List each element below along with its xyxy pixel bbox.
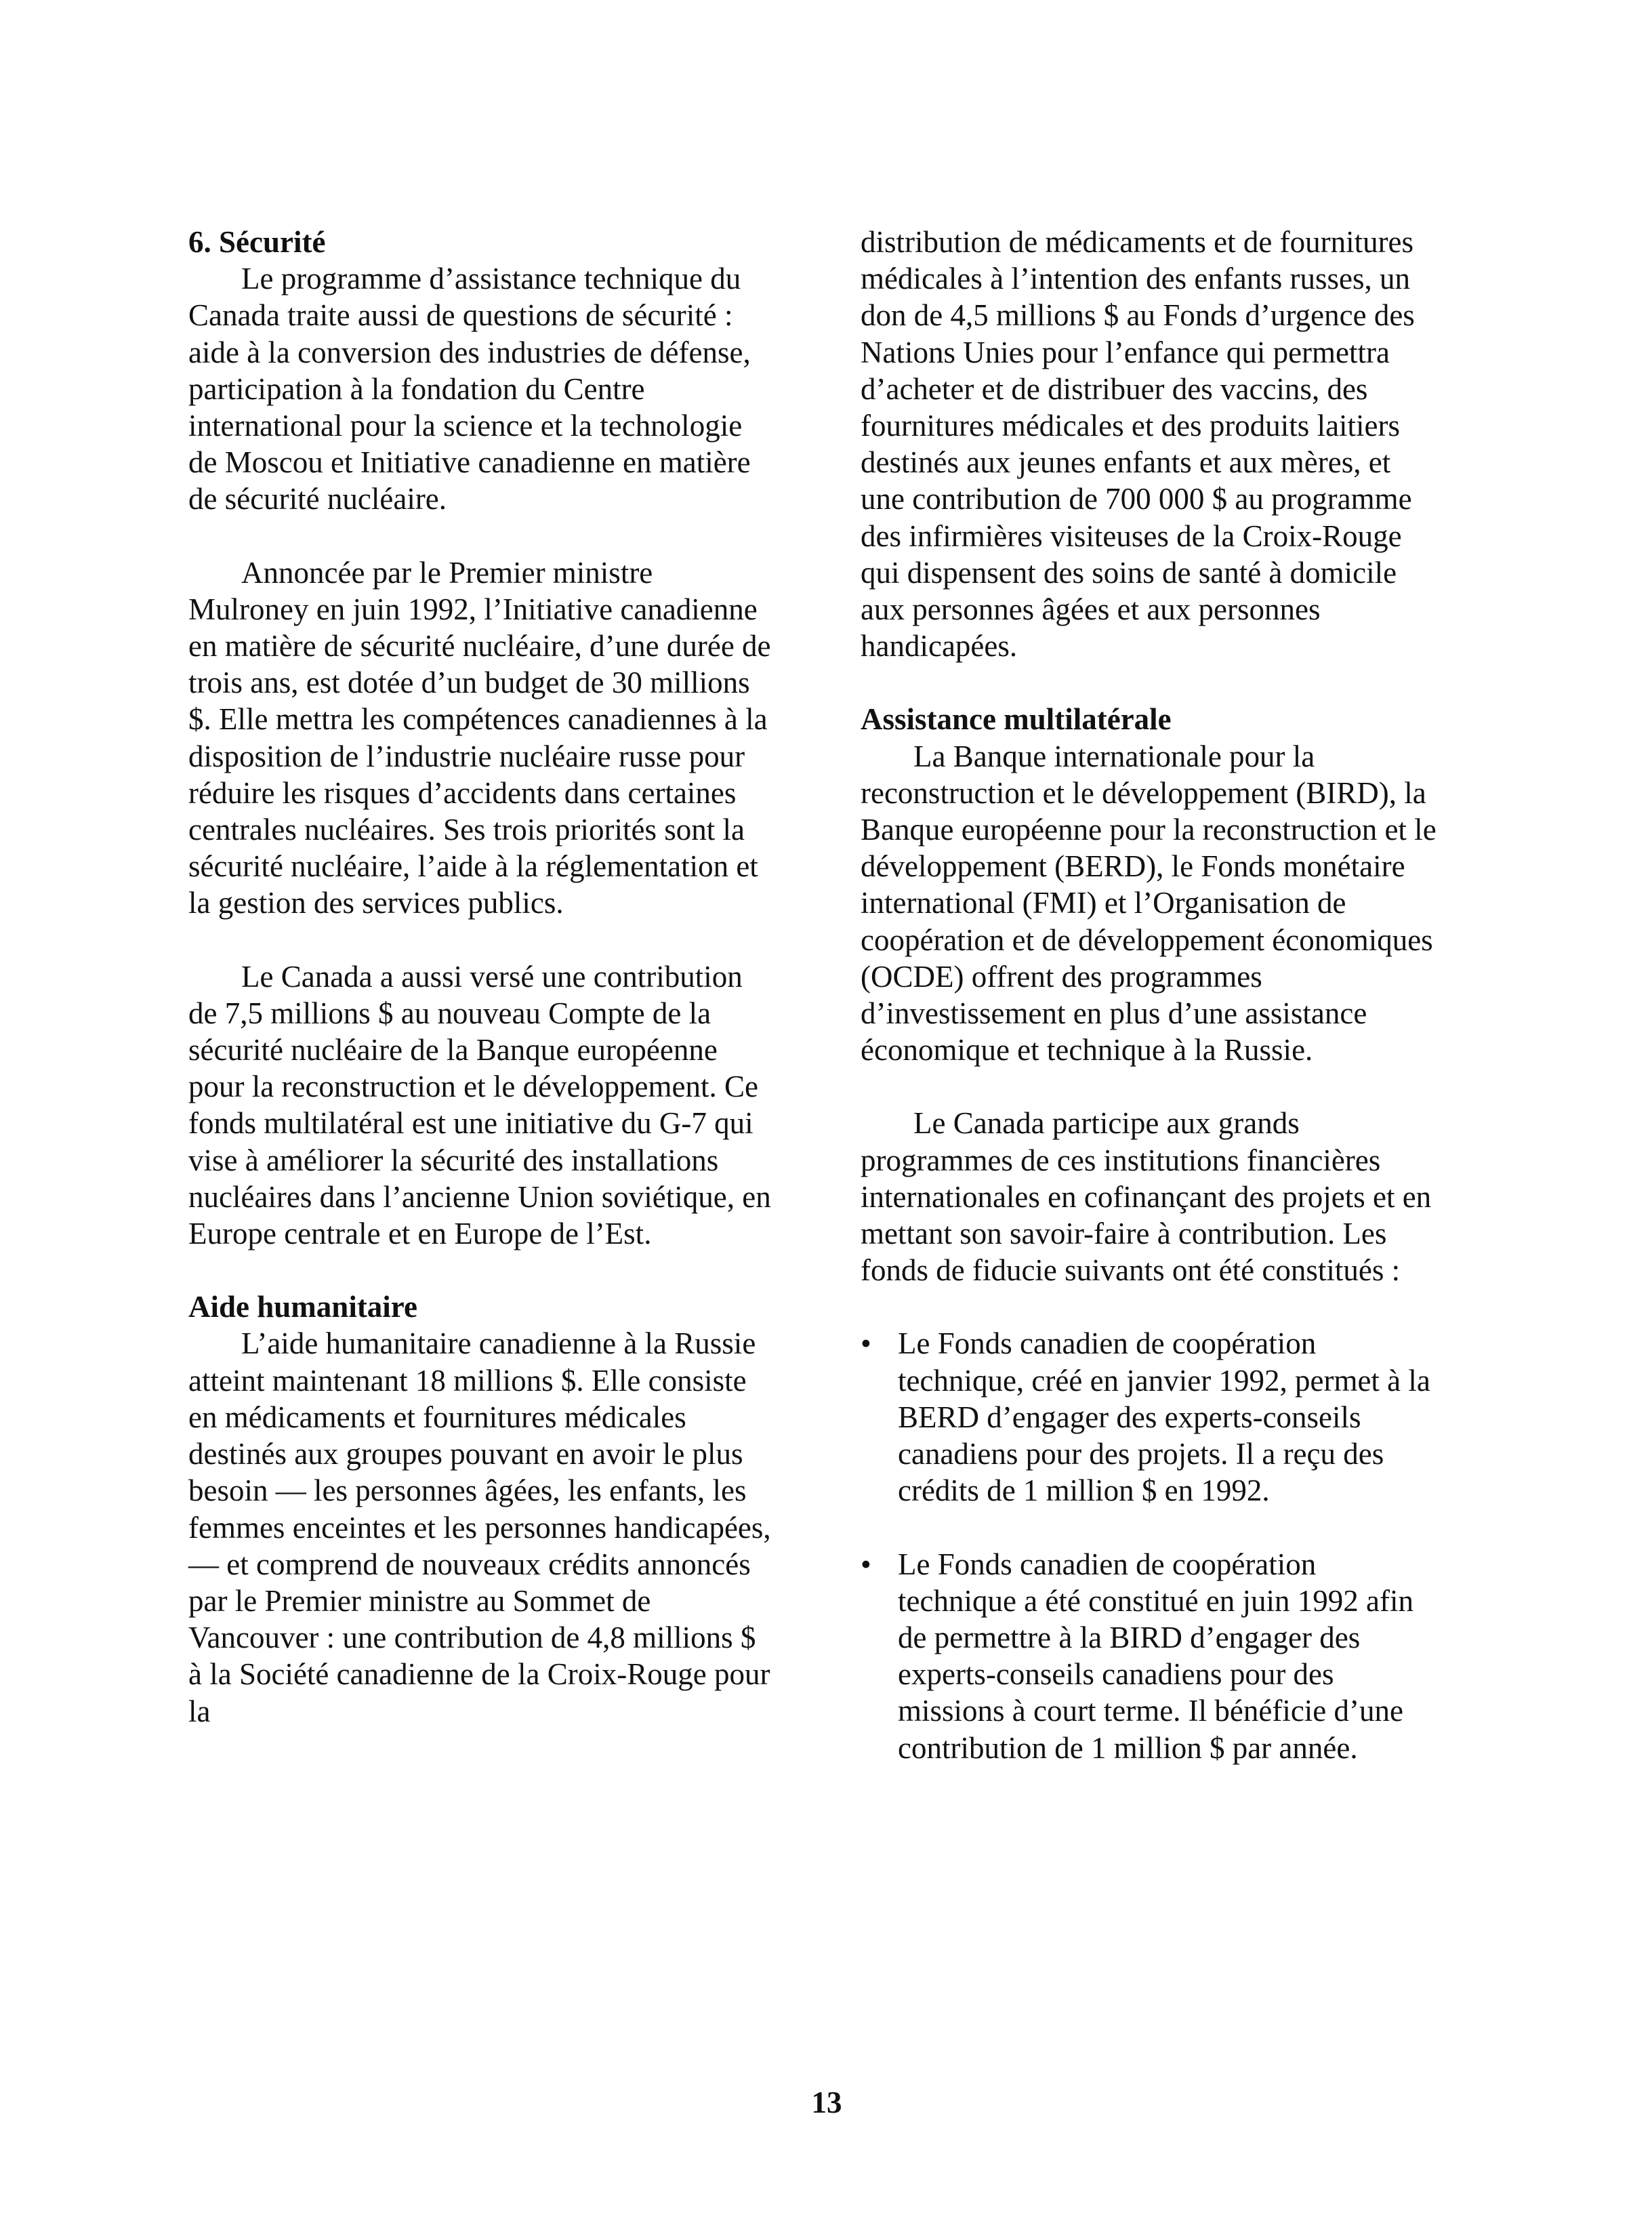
paragraph-spacer <box>861 664 1437 701</box>
paragraph-technical-assistance: Le programme d’assistance technique du Canada traite aussi de questions de sécurité : aide à la conversion des industries de défense, participation à la fondation du Centre international pour la science et la technologie de Moscou et Initiative canadienne en matière de sécurité nucléaire. <box>188 262 751 516</box>
paragraph-nuclear-initiative: Annoncée par le Premier ministre Mulroney en juin 1992, l’Initiative canadienne en matière de sécurité nucléaire, d’une durée de trois ans, est dotée d’un budget de 30 millions $. Elle mettra les compétences canadiennes à la disposition de l’industrie nucléaire russe pour réduire les risques d’accidents dans certaines centrales nucléaires. Ses trois priorités sont la sécurité nucléaire, l’aide à la réglementation et la gestion des services publics. <box>188 555 771 920</box>
paragraph-canada-participation: Le Canada participe aux grands programmes de ces institutions financières internationales en cofinançant des projets et en mettant son savoir-faire à contribution. Les fonds de fiducie suivants ont été constitués : <box>861 1106 1432 1288</box>
paragraph-nuclear-safety-account: Le Canada a aussi versé une contribution de 7,5 millions $ au nouveau Compte de la sécurité nucléaire de la Banque européenne pour la reconstruction et le développement. Ce fonds multilatéral est une initiative du G-7 qui vise à améliorer la sécurité des installations nucléaires dans l’ancienne Union soviétique, en Europe centrale et en Europe de l’Est. <box>188 959 771 1251</box>
paragraph-spacer <box>188 1252 771 1288</box>
paragraph-humanitarian-continued: distribution de médicaments et de fournitures médicales à l’intention des enfants russes, un don de 4,5 millions $ au Fonds d’urgence des Nations Unies pour l’enfance qui permettra d’acheter et de distribuer des vaccins, des fournitures médicales et des produits laitiers destinés aux jeunes enfants et aux mères, et une contribution de 700 000 $ au programme des infirmières visiteuses de la Croix-Rouge qui dispensent des soins de santé à domicile aux personnes âgées et aux personnes handicapées. <box>861 225 1415 664</box>
list-item <box>861 1325 1437 1509</box>
bullet-icon: • <box>861 1326 871 1361</box>
list-item-text: Le Fonds canadien de coopération technique a été constitué en juin 1992 afin de permettre à la BIRD d’engager des experts-conseils canadiens pour des missions à court terme. Il bénéficie d’une contribution de 1 million $ par année. <box>898 1547 1414 1765</box>
section-heading-multilateral: Assistance multilatérale <box>861 702 1172 737</box>
left-column <box>188 224 771 1730</box>
section-heading-humanitarian: Aide humanitaire <box>188 1290 417 1324</box>
list-item-text: Le Fonds canadien de coopération technique, créé en janvier 1992, permet à la BERD d’engager des experts-conseils canadiens pour des projets. Il a reçu des crédits de 1 million $ en 1992. <box>898 1326 1430 1508</box>
paragraph-spacer <box>861 1509 1437 1546</box>
list-item <box>861 1546 1437 1766</box>
paragraph-multilateral-banks: La Banque internationale pour la reconstruction et le développement (BIRD), la Banque européenne pour la reconstruction et le développement (BERD), le Fonds monétaire international (FMI) et l’Organisation de coopération et de développement économiques (OCDE) offrent des programmes d’investissement en plus d’une assistance économique et technique à la Russie. <box>861 739 1437 1067</box>
paragraph-spacer <box>861 1288 1437 1325</box>
paragraph-humanitarian-aid: L’aide humanitaire canadienne à la Russie atteint maintenant 18 millions $. Elle consiste en médicaments et fournitures médicales destinés aux groupes pouvant en avoir le plus besoin — les personnes âgées, les enfants, les femmes enceintes et les personnes handicapées, — et comprend de nouveaux crédits annoncés par le Premier ministre au Sommet de Vancouver : une contribution de 4,8 millions $ à la Société canadienne de la Croix-Rouge pour la <box>188 1326 771 1728</box>
section-heading-securite: 6. Sécurité <box>188 225 326 259</box>
bullet-icon: • <box>861 1547 871 1581</box>
paragraph-spacer <box>188 922 771 958</box>
paragraph-spacer <box>861 1068 1437 1105</box>
right-column <box>861 224 1437 1766</box>
paragraph-spacer <box>188 518 771 554</box>
page-number: 13 <box>811 2086 842 2119</box>
